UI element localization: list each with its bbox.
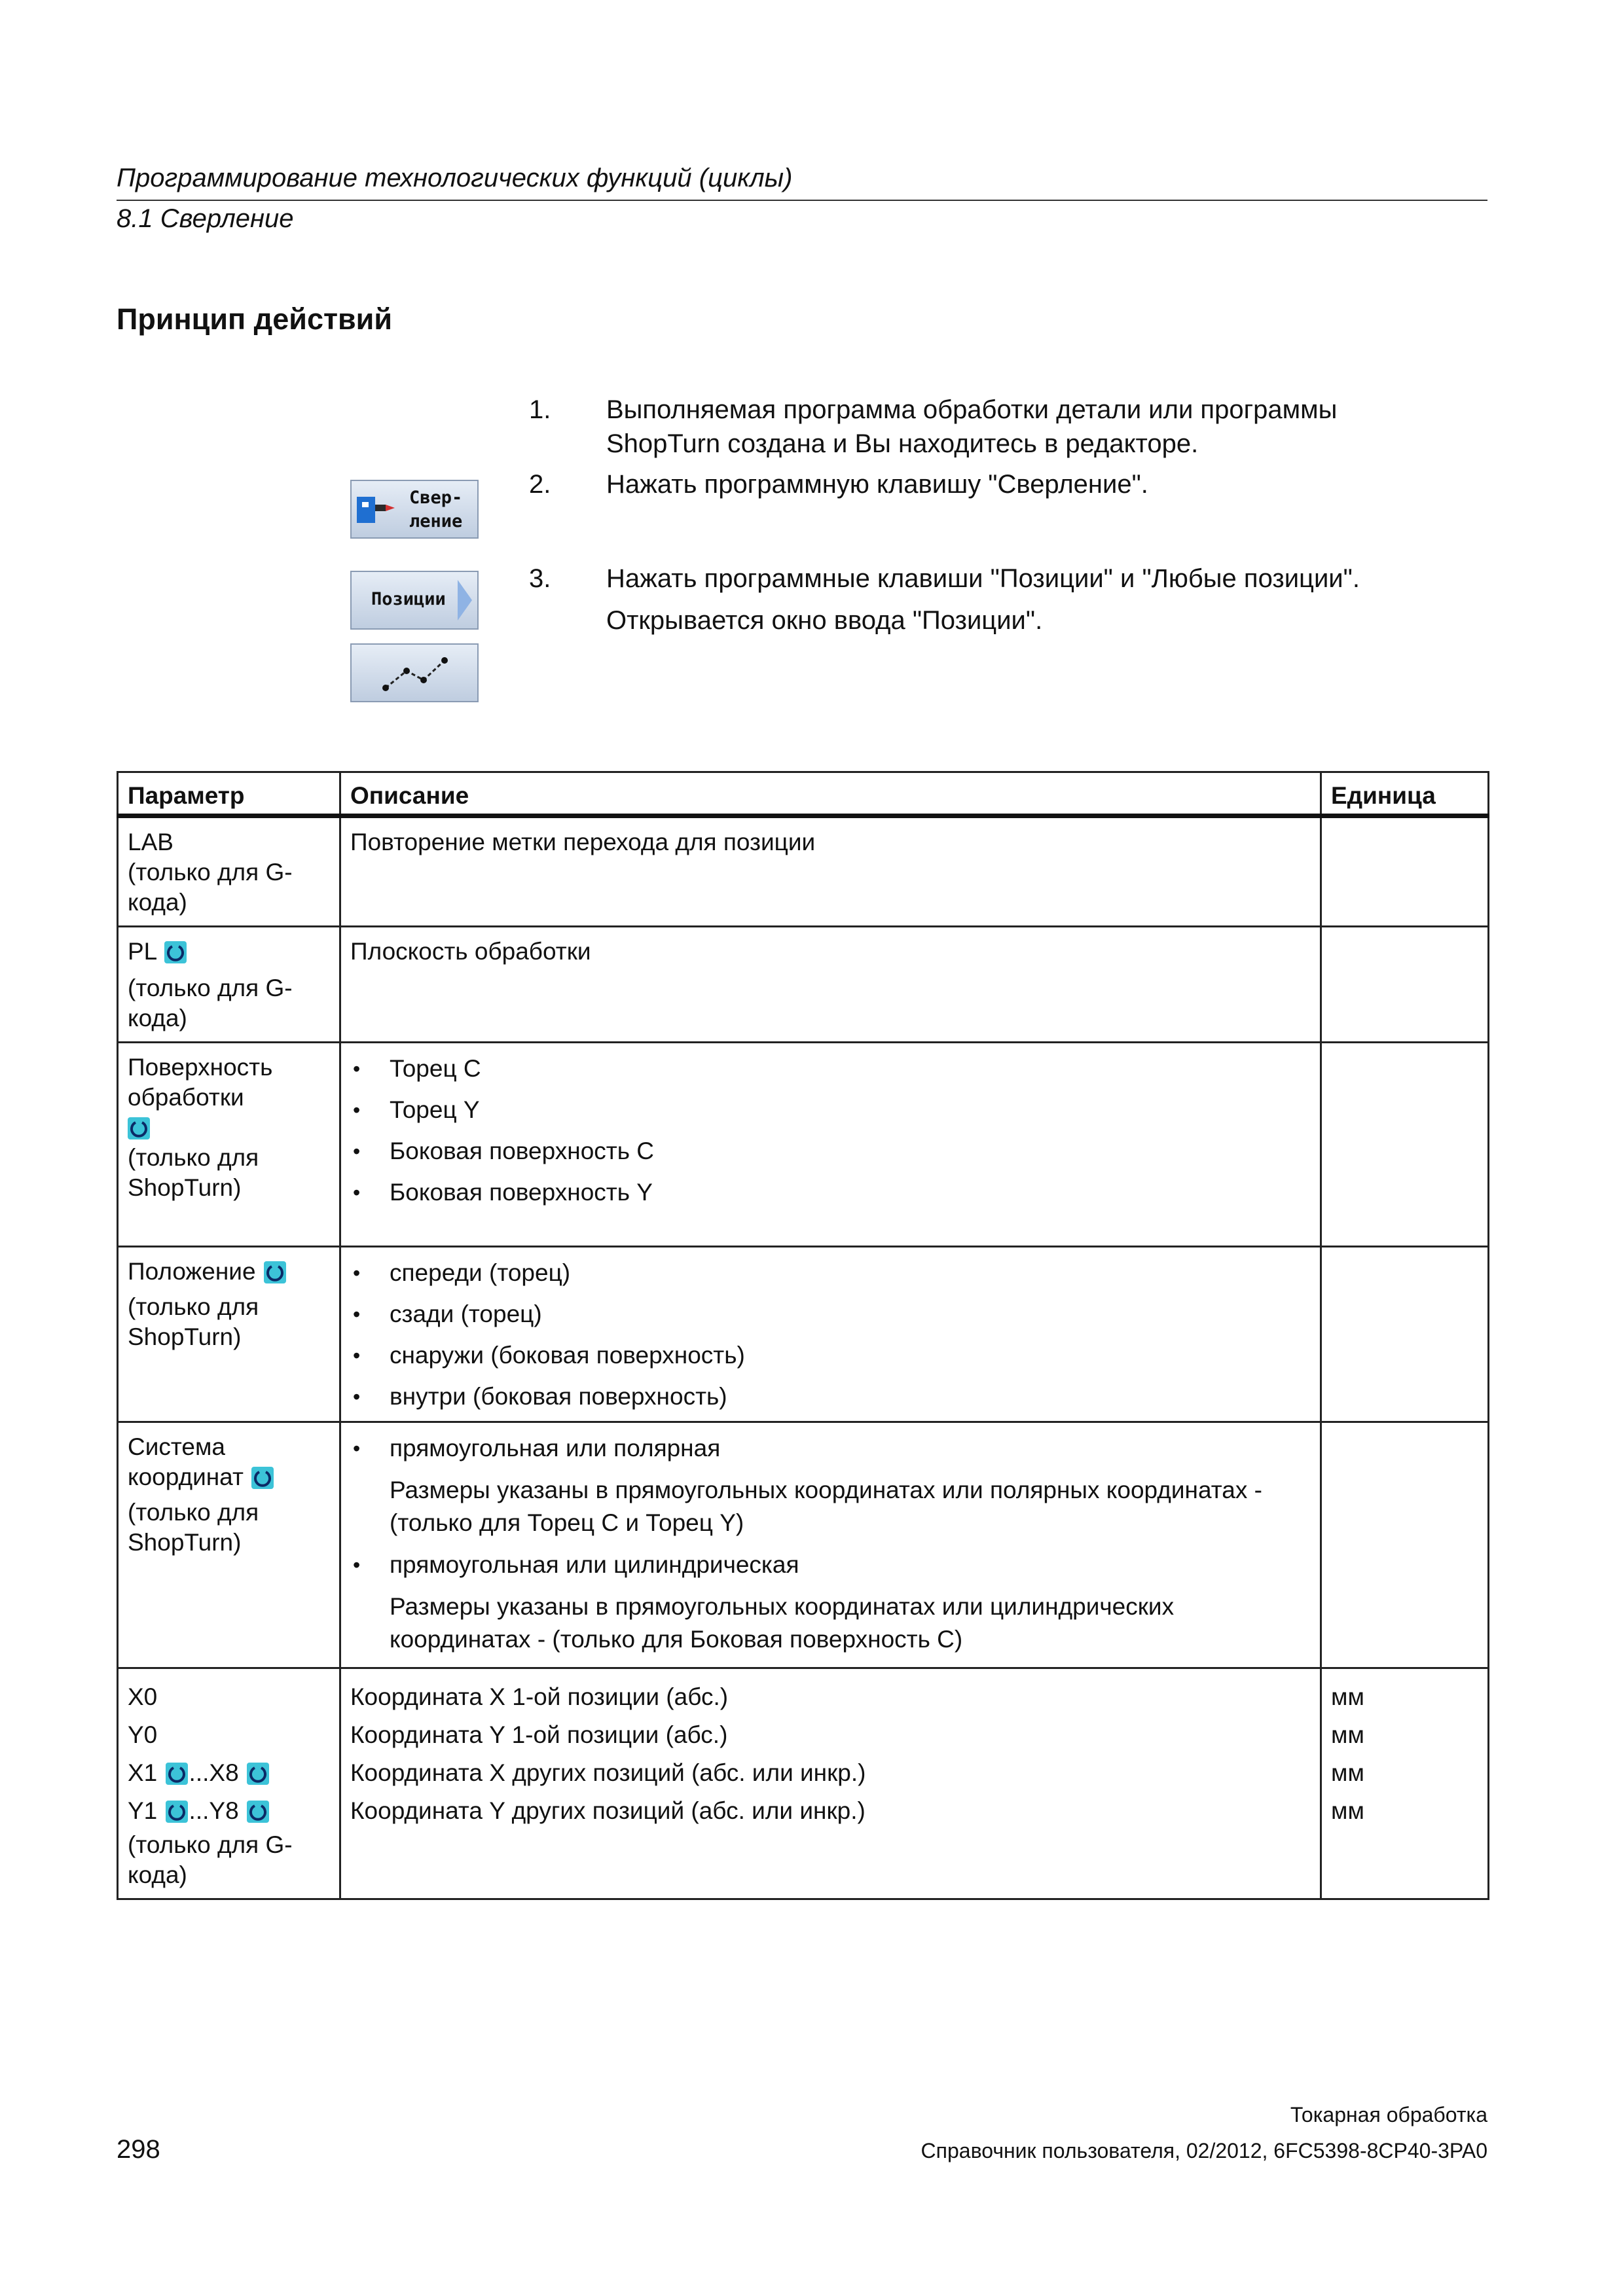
positions-softkey-label: Позиции — [371, 589, 446, 609]
list-item: • прямоугольная или полярная — [350, 1432, 1311, 1465]
footer-title: Токарная обработка — [1290, 2103, 1487, 2126]
option-list — [350, 1432, 1311, 1465]
running-header-section: 8.1 Сверление — [117, 204, 294, 233]
note: Размеры указаны в прямоугольных координатах или полярных координатах - (только для Торец C и Торец Y) — [390, 1477, 1262, 1536]
drilling-softkey-label-2: ление — [409, 511, 463, 531]
polyline-positions-icon — [352, 645, 480, 701]
toggle-icon[interactable] — [128, 1117, 150, 1139]
drilling-softkey-label-1: Свер- — [409, 488, 463, 508]
list-item: • Торец Y — [350, 1094, 1311, 1126]
unit-cell — [1321, 927, 1489, 1043]
description-cell — [340, 1247, 1321, 1422]
param-cell: Положение (только для ShopTurn) — [118, 1247, 340, 1422]
arrow-right-icon — [455, 577, 475, 623]
list-item: • Боковая поверхность C — [350, 1135, 1311, 1168]
list-item: • спереди (торец) — [350, 1257, 1311, 1289]
toggle-icon[interactable] — [164, 941, 187, 963]
option-list — [350, 1052, 1311, 1209]
table-row-xy — [118, 1668, 1489, 1899]
unit-cell — [1321, 816, 1489, 927]
footer-reference: Справочник пользователя, 02/2012, 6FC5398-8CP40-3PA0 — [921, 2139, 1487, 2162]
option-list — [350, 1257, 1311, 1413]
note: Размеры указаны в прямоугольных координатах или цилиндрических координатах - (только для Боковая поверхность C) — [390, 1593, 1175, 1653]
unit-cell — [1321, 1043, 1489, 1247]
list-item: • Боковая поверхность Y — [350, 1176, 1311, 1209]
list-item: • прямоугольная или цилиндрическая — [350, 1549, 1311, 1581]
unit-cell: мм мм мм мм — [1321, 1668, 1489, 1899]
table-row-lab — [118, 816, 1489, 927]
param-cell: PL (только для G- кода) — [118, 927, 340, 1043]
table-row-coord-system — [118, 1422, 1489, 1668]
toggle-icon[interactable] — [247, 1801, 269, 1823]
list-item: • внутри (боковая поверхность) — [350, 1380, 1311, 1413]
step-number: 1. — [529, 395, 551, 424]
list-item: • Торец C — [350, 1052, 1311, 1085]
unit-cell — [1321, 1422, 1489, 1668]
param-cell: Поверхность обработки (только для ShopTurn) — [118, 1043, 340, 1247]
step-number: 2. — [529, 470, 551, 499]
option-list — [350, 1549, 1311, 1581]
description-cell — [340, 1422, 1321, 1668]
description-cell: Плоскость обработки — [340, 927, 1321, 1043]
page-number: 298 — [117, 2135, 160, 2164]
table-header-row — [118, 772, 1489, 816]
list-item: • снаружи (боковая поверхность) — [350, 1339, 1311, 1372]
table-row-surface — [118, 1043, 1489, 1247]
toggle-icon[interactable] — [264, 1261, 286, 1283]
list-item: • сзади (торец) — [350, 1298, 1311, 1331]
column-header-parameter: Параметр — [118, 772, 340, 816]
drilling-softkey[interactable] — [350, 480, 479, 539]
description-cell: Координата X 1-ой позиции (абс.) Координата Y 1-ой позиции (абс.) Координата X других позиций (абс. или инкр.) Координата Y других позиций (абс. или инкр.) — [340, 1668, 1321, 1899]
toggle-icon[interactable] — [247, 1763, 269, 1785]
toggle-icon[interactable] — [166, 1763, 188, 1785]
any-positions-softkey[interactable] — [350, 643, 479, 702]
toggle-icon[interactable] — [166, 1801, 188, 1823]
step-number: 3. — [529, 564, 551, 593]
description-cell: Повторение метки перехода для позиции — [340, 816, 1321, 927]
param-cell: Система координат (только для ShopTurn) — [118, 1422, 340, 1668]
param-cell: LAB (только для G- кода) — [118, 816, 340, 927]
unit-cell — [1321, 1247, 1489, 1422]
step-2-text: Нажать программную клавишу "Сверление". — [606, 470, 1148, 499]
param-cell: X0 Y0 X1 ...X8 Y1 ...Y8 (только для G- кода) — [118, 1668, 340, 1899]
drill-icon — [354, 488, 400, 533]
toggle-icon[interactable] — [251, 1467, 274, 1489]
column-header-unit: Единица — [1321, 772, 1489, 816]
step-3-text: Нажать программные клавиши "Позиции" и "Любые позиции". Открывается окно ввода "Позиции". — [606, 564, 1360, 635]
table-row-position — [118, 1247, 1489, 1422]
step-1-text: Выполняемая программа обработки детали или программы ShopTurn создана и Вы находитесь в редакторе. — [606, 395, 1338, 458]
positions-softkey[interactable] — [350, 571, 479, 630]
description-cell — [340, 1043, 1321, 1247]
parameter-table — [117, 771, 1489, 1900]
header-rule — [117, 200, 1487, 201]
running-header-chapter: Программирование технологических функций (циклы) — [117, 164, 793, 192]
table-row-pl — [118, 927, 1489, 1043]
column-header-description: Описание — [340, 772, 1321, 816]
section-title: Принцип действий — [117, 302, 392, 336]
